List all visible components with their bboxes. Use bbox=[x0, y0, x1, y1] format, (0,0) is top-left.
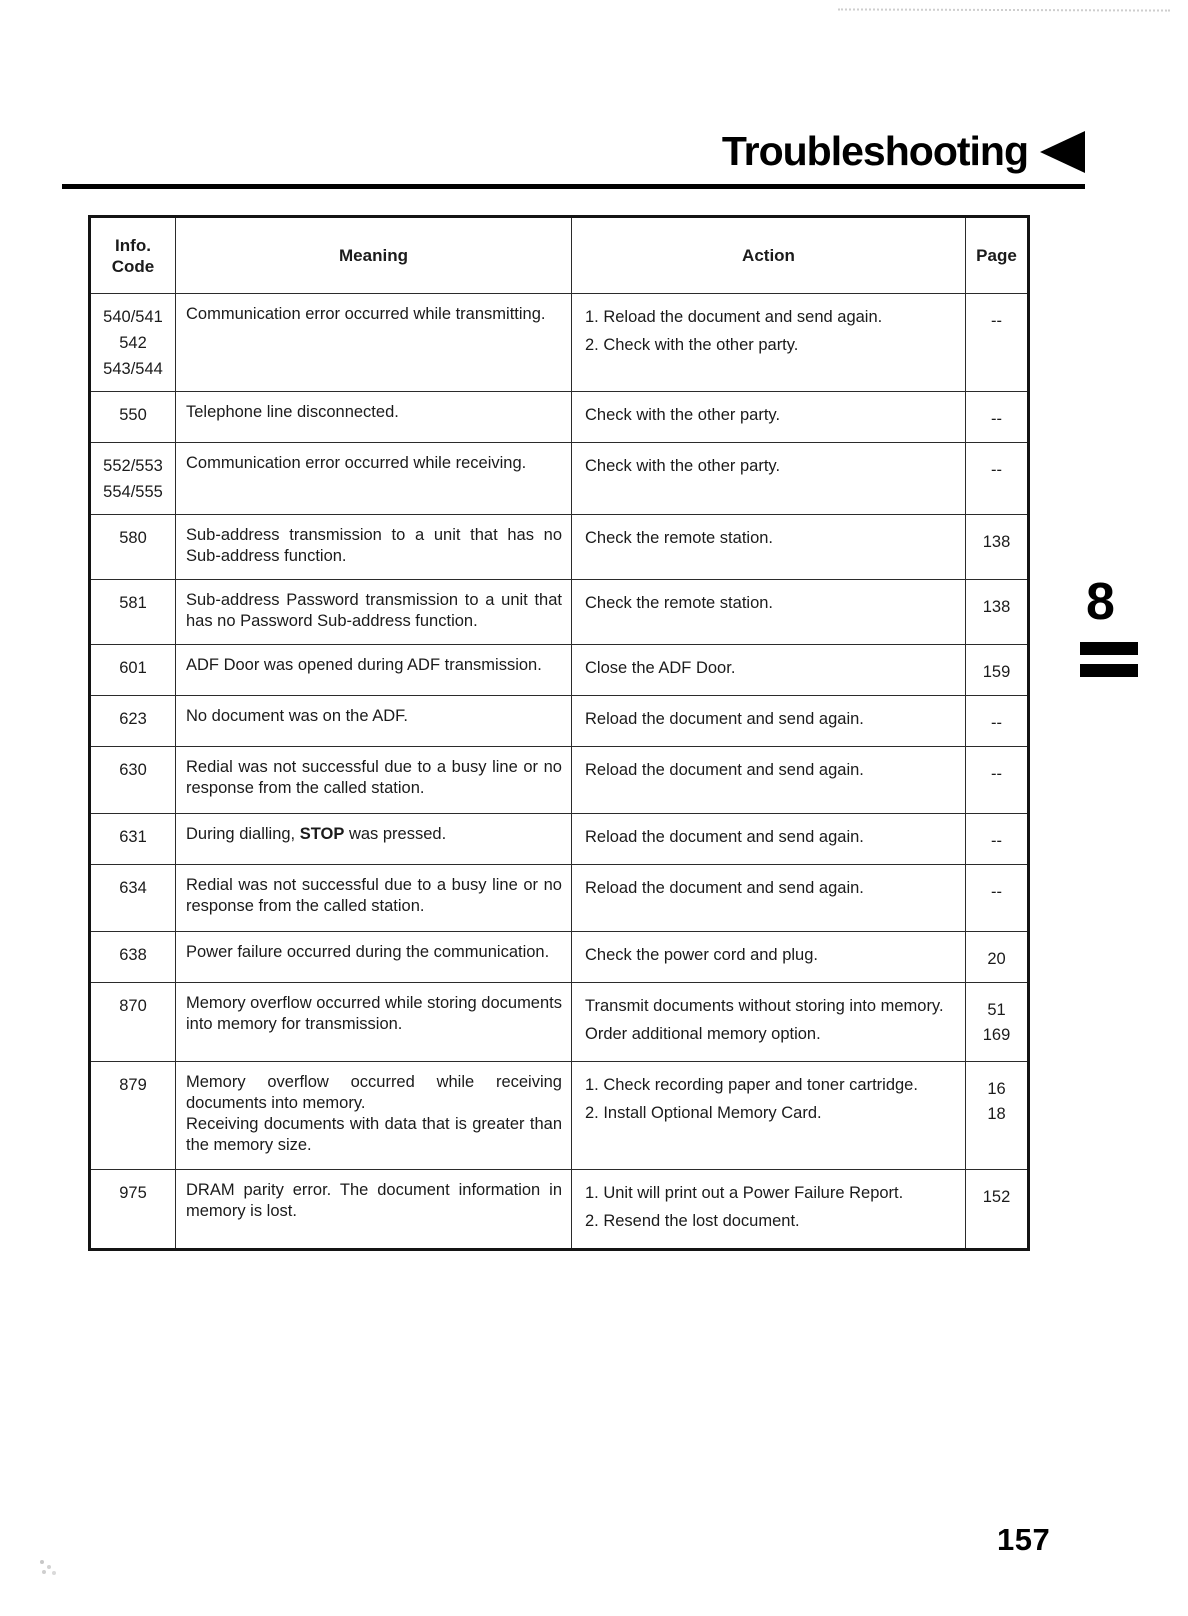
info-code-line: 623 bbox=[119, 710, 147, 728]
action-line: Check with the other party. bbox=[585, 457, 781, 475]
row-info-code bbox=[91, 294, 175, 391]
row-action bbox=[571, 1062, 965, 1169]
table-row bbox=[91, 746, 1027, 813]
page-ref-line: -- bbox=[991, 883, 1002, 901]
info-code-line: 552/553 bbox=[103, 457, 163, 475]
info-code-line: 543/544 bbox=[103, 360, 163, 378]
row-action bbox=[571, 696, 965, 746]
row-action bbox=[571, 983, 965, 1061]
meaning-text: Receiving documents with data that is greater than the memory size. bbox=[186, 1115, 562, 1154]
row-info-code bbox=[91, 932, 175, 982]
info-code-line: 540/541 bbox=[103, 308, 163, 326]
row-meaning bbox=[175, 865, 571, 931]
chapter-tab bbox=[1080, 573, 1150, 686]
meaning-text: ADF Door was opened during ADF transmission. bbox=[186, 656, 542, 674]
row-info-code bbox=[91, 747, 175, 813]
row-action bbox=[571, 392, 965, 442]
meaning-text: DRAM parity error. The document information in memory is lost. bbox=[186, 1181, 562, 1220]
row-info-code bbox=[91, 983, 175, 1061]
row-meaning bbox=[175, 1062, 571, 1169]
page-ref-line: 138 bbox=[982, 533, 1011, 551]
info-code-line: 870 bbox=[119, 997, 147, 1015]
page-ref-line: -- bbox=[991, 312, 1002, 330]
info-code-line: 580 bbox=[119, 529, 147, 547]
meaning-text: Communication error occurred while receiving. bbox=[186, 454, 527, 472]
row-page-ref bbox=[965, 392, 1027, 442]
row-page-ref bbox=[965, 932, 1027, 982]
row-info-code bbox=[91, 515, 175, 579]
row-meaning bbox=[175, 696, 571, 746]
row-action bbox=[571, 645, 965, 695]
meaning-text: Power failure occurred during the communication. bbox=[186, 943, 550, 961]
action-line: Check the remote station. bbox=[585, 594, 774, 612]
page-header bbox=[722, 128, 1085, 175]
action-line: Transmit documents without storing into memory. bbox=[585, 997, 944, 1015]
row-action bbox=[571, 580, 965, 644]
page-ref-line: 20 bbox=[987, 950, 1006, 968]
info-code-line: 630 bbox=[119, 761, 147, 779]
action-line: Order additional memory option. bbox=[585, 1025, 821, 1043]
row-action bbox=[571, 865, 965, 931]
action-line: Check the power cord and plug. bbox=[585, 946, 818, 964]
row-meaning bbox=[175, 814, 571, 864]
row-page-ref bbox=[965, 747, 1027, 813]
header-info-code-line2: Code bbox=[111, 256, 155, 276]
header-action: Action bbox=[571, 218, 965, 293]
row-meaning bbox=[175, 932, 571, 982]
meaning-text: was pressed. bbox=[344, 825, 447, 843]
page-ref-line: 169 bbox=[982, 1026, 1011, 1044]
chapter-bar bbox=[1080, 664, 1138, 677]
row-page-ref bbox=[965, 865, 1027, 931]
scan-artifact bbox=[40, 1560, 44, 1564]
row-page-ref bbox=[965, 645, 1027, 695]
page-ref-line: 138 bbox=[982, 598, 1011, 616]
row-meaning bbox=[175, 515, 571, 579]
row-page-ref bbox=[965, 443, 1027, 514]
left-triangle-icon bbox=[1040, 131, 1085, 173]
chapter-bar bbox=[1080, 642, 1138, 655]
row-meaning bbox=[175, 645, 571, 695]
table-row bbox=[91, 1169, 1027, 1248]
meaning-paragraph bbox=[186, 453, 562, 474]
meaning-paragraph bbox=[186, 875, 562, 917]
row-info-code bbox=[91, 1062, 175, 1169]
table-row bbox=[91, 813, 1027, 864]
action-line: Check the remote station. bbox=[585, 529, 774, 547]
row-page-ref bbox=[965, 983, 1027, 1061]
row-action bbox=[571, 932, 965, 982]
meaning-paragraph bbox=[186, 655, 562, 676]
row-meaning bbox=[175, 392, 571, 442]
row-page-ref bbox=[965, 580, 1027, 644]
page-ref-line: 152 bbox=[982, 1188, 1011, 1206]
header-info-code bbox=[91, 218, 175, 293]
meaning-paragraph bbox=[186, 1114, 562, 1156]
info-code-line: 542 bbox=[119, 334, 147, 352]
header-meaning: Meaning bbox=[175, 218, 571, 293]
table-row bbox=[91, 579, 1027, 644]
meaning-text: Redial was not successful due to a busy line or no response from the called station. bbox=[186, 876, 562, 915]
action-line: 1. Reload the document and send again. bbox=[585, 308, 883, 326]
meaning-text: Memory overflow occurred while storing documents into memory for transmission. bbox=[186, 994, 562, 1033]
header-info-code-line1: Info. bbox=[115, 235, 151, 255]
row-meaning bbox=[175, 294, 571, 391]
table-row bbox=[91, 442, 1027, 514]
info-code-line: 879 bbox=[119, 1076, 147, 1094]
row-page-ref bbox=[965, 696, 1027, 746]
row-action bbox=[571, 814, 965, 864]
row-action bbox=[571, 747, 965, 813]
page-ref-line: 18 bbox=[987, 1105, 1006, 1123]
meaning-text: Sub-address transmission to a unit that has no Sub-address function. bbox=[186, 526, 562, 565]
page-ref-line: -- bbox=[991, 410, 1002, 428]
meaning-text: No document was on the ADF. bbox=[186, 707, 408, 725]
meaning-text: Sub-address Password transmission to a unit that has no Password Sub-address function. bbox=[186, 591, 562, 630]
page-ref-line: -- bbox=[991, 714, 1002, 732]
row-page-ref bbox=[965, 1170, 1027, 1248]
row-page-ref bbox=[965, 294, 1027, 391]
meaning-paragraph bbox=[186, 757, 562, 799]
row-page-ref bbox=[965, 1062, 1027, 1169]
row-action bbox=[571, 515, 965, 579]
info-code-line: 581 bbox=[119, 594, 147, 612]
row-info-code bbox=[91, 865, 175, 931]
page-ref-line: -- bbox=[991, 461, 1002, 479]
row-info-code bbox=[91, 392, 175, 442]
row-info-code bbox=[91, 696, 175, 746]
meaning-paragraph bbox=[186, 525, 562, 567]
page-number: 157 bbox=[997, 1522, 1051, 1557]
table-row bbox=[91, 514, 1027, 579]
row-action bbox=[571, 1170, 965, 1248]
table-row bbox=[91, 864, 1027, 931]
page-title: Troubleshooting bbox=[721, 128, 1028, 174]
action-line: Close the ADF Door. bbox=[585, 659, 736, 677]
row-action bbox=[571, 294, 965, 391]
row-meaning bbox=[175, 580, 571, 644]
meaning-paragraph bbox=[186, 1180, 562, 1222]
page-ref-line: -- bbox=[991, 832, 1002, 850]
row-meaning bbox=[175, 747, 571, 813]
table-row bbox=[91, 293, 1027, 391]
row-meaning bbox=[175, 983, 571, 1061]
meaning-text: During dialling, bbox=[186, 825, 300, 843]
meaning-paragraph bbox=[186, 993, 562, 1035]
table-row bbox=[91, 982, 1027, 1061]
action-line: 2. Check with the other party. bbox=[585, 336, 799, 354]
row-info-code bbox=[91, 443, 175, 514]
row-info-code bbox=[91, 580, 175, 644]
row-info-code bbox=[91, 1170, 175, 1248]
page-ref-line: -- bbox=[991, 765, 1002, 783]
info-code-line: 554/555 bbox=[103, 483, 163, 501]
action-line: 2. Install Optional Memory Card. bbox=[585, 1104, 822, 1122]
page-ref-line: 159 bbox=[982, 663, 1011, 681]
meaning-text: Memory overflow occurred while receiving documents into memory. bbox=[186, 1073, 562, 1112]
meaning-paragraph bbox=[186, 1072, 562, 1114]
meaning-text: Telephone line disconnected. bbox=[186, 403, 399, 421]
page-ref-line: 16 bbox=[987, 1080, 1006, 1098]
meaning-paragraph bbox=[186, 942, 562, 963]
meaning-text: STOP bbox=[299, 825, 345, 843]
table-row bbox=[91, 695, 1027, 746]
action-line: 1. Check recording paper and toner cartridge. bbox=[585, 1076, 918, 1094]
meaning-paragraph bbox=[186, 706, 562, 727]
meaning-paragraph bbox=[186, 824, 562, 845]
meaning-paragraph bbox=[186, 590, 562, 632]
meaning-text: Redial was not successful due to a busy line or no response from the called station. bbox=[186, 758, 562, 797]
header-page: Page bbox=[965, 218, 1027, 293]
action-line: Reload the document and send again. bbox=[585, 761, 864, 779]
table-row bbox=[91, 931, 1027, 982]
table-row bbox=[91, 391, 1027, 442]
action-line: 1. Unit will print out a Power Failure Report. bbox=[585, 1184, 904, 1202]
row-info-code bbox=[91, 814, 175, 864]
info-code-line: 601 bbox=[119, 659, 147, 677]
row-meaning bbox=[175, 1170, 571, 1248]
row-meaning bbox=[175, 443, 571, 514]
table-header-row bbox=[91, 218, 1027, 293]
action-line: Reload the document and send again. bbox=[585, 710, 864, 728]
action-line: Reload the document and send again. bbox=[585, 879, 864, 897]
table-body bbox=[91, 293, 1027, 1248]
info-code-line: 634 bbox=[119, 879, 147, 897]
row-page-ref bbox=[965, 814, 1027, 864]
meaning-paragraph bbox=[186, 304, 562, 325]
action-line: 2. Resend the lost document. bbox=[585, 1212, 800, 1230]
row-info-code bbox=[91, 645, 175, 695]
chapter-number: 8 bbox=[1086, 573, 1115, 631]
chapter-tab-bars-icon bbox=[1080, 642, 1150, 677]
action-line: Check with the other party. bbox=[585, 406, 781, 424]
scan-artifact bbox=[838, 8, 1170, 11]
page-ref-line: 51 bbox=[987, 1001, 1006, 1019]
info-code-line: 550 bbox=[119, 406, 147, 424]
row-page-ref bbox=[965, 515, 1027, 579]
title-underline bbox=[62, 184, 1085, 189]
row-action bbox=[571, 443, 965, 514]
table-row bbox=[91, 644, 1027, 695]
info-code-line: 631 bbox=[119, 828, 147, 846]
meaning-paragraph bbox=[186, 402, 562, 423]
table-row bbox=[91, 1061, 1027, 1169]
info-code-line: 975 bbox=[119, 1184, 147, 1202]
meaning-text: Communication error occurred while transmitting. bbox=[186, 305, 546, 323]
troubleshooting-table bbox=[88, 215, 1030, 1251]
info-code-line: 638 bbox=[119, 946, 147, 964]
action-line: Reload the document and send again. bbox=[585, 828, 864, 846]
